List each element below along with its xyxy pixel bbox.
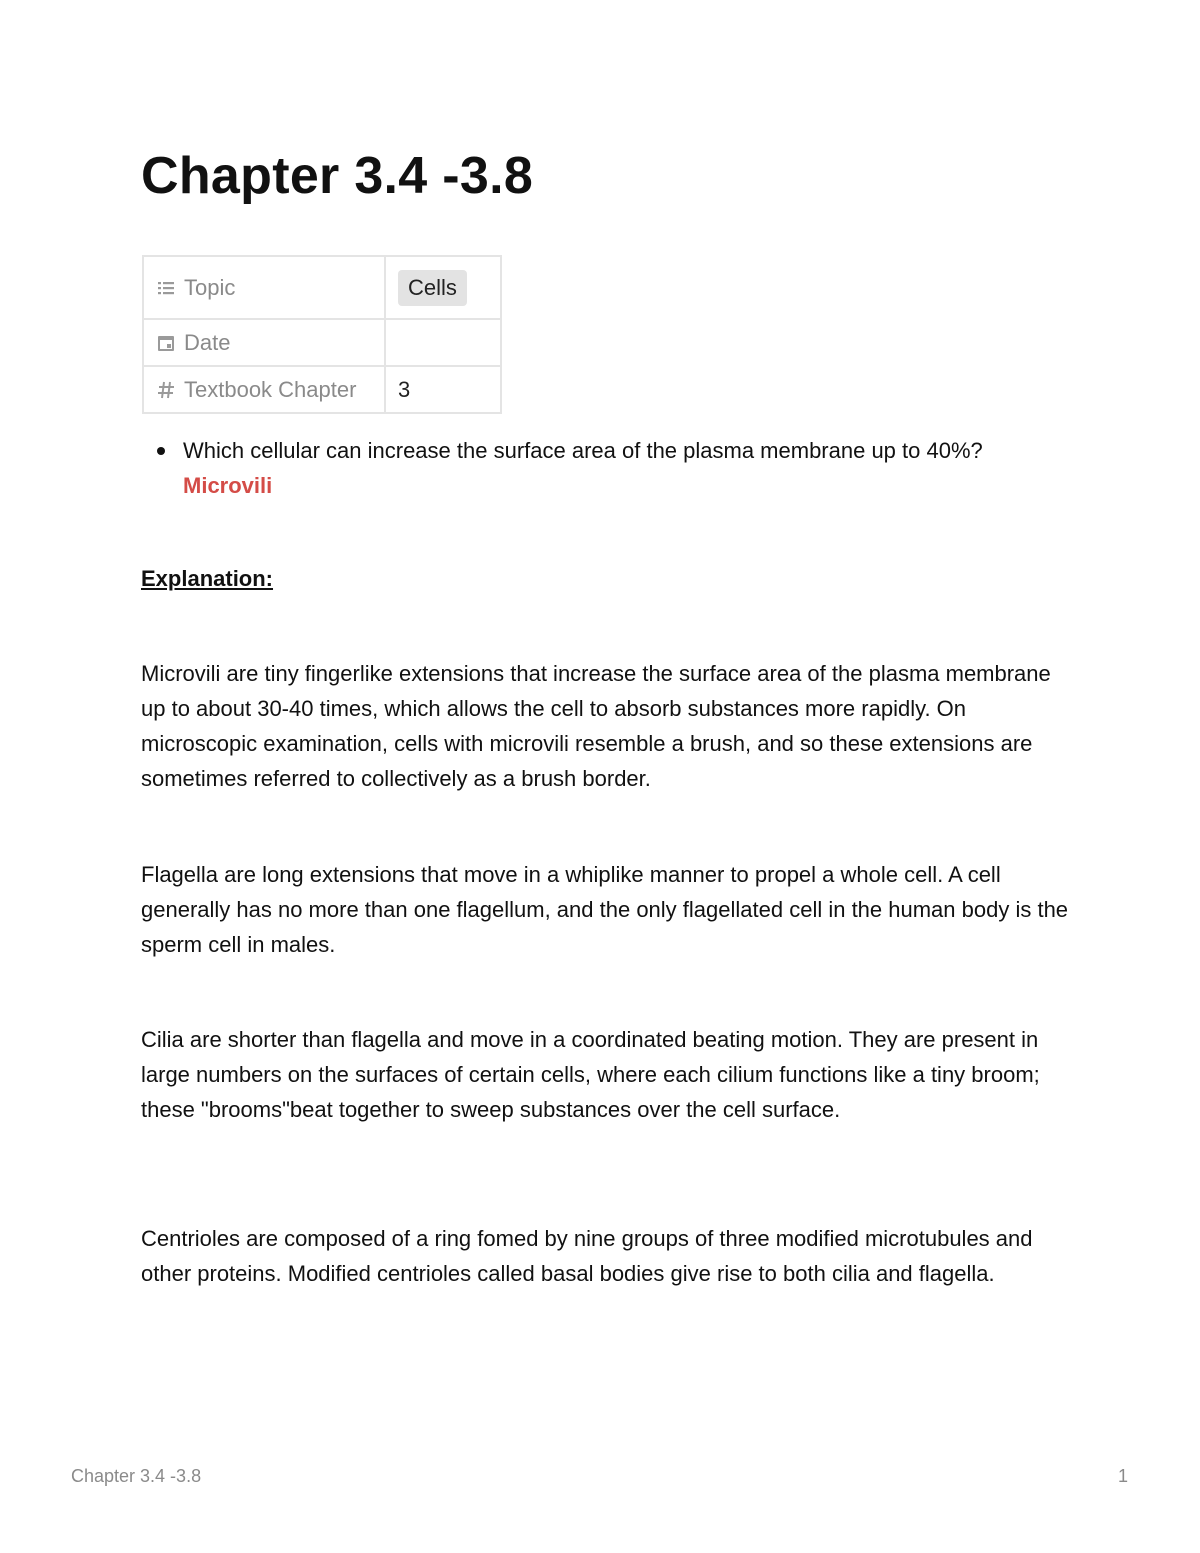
page-number: 1: [1117, 1466, 1128, 1486]
explanation-heading: Explanation:: [141, 566, 274, 591]
question-list: [0, 433, 1083, 503]
property-row-textbook-chapter: [143, 366, 501, 413]
answer-text: Microvili: [183, 473, 273, 498]
footer-title: Chapter 3.4 -3.8: [71, 1466, 202, 1486]
property-label: Date: [184, 329, 231, 355]
property-label: Topic: [184, 274, 236, 300]
paragraph-centrioles: Centrioles are composed of a ring fomed by nine groups of three modified microtubules and other proteins. Modified centrioles called basal bodies give rise to both cilia and flagella.: [141, 1226, 1033, 1286]
hash-icon: [156, 380, 176, 400]
properties-table: [142, 255, 502, 414]
list-icon: [156, 278, 176, 298]
paragraph-flagella: Flagella are long extensions that move in a whiplike manner to propel a whole cell. A cell generally has no more than one flagellum, and the only flagellated cell in the human body is the sperm cell in males.: [141, 862, 1069, 957]
property-value-textbook-chapter[interactable]: 3: [385, 366, 501, 413]
bullet-icon: [157, 447, 165, 455]
property-row-topic: [143, 256, 501, 319]
property-key-topic: [143, 256, 385, 319]
property-label: Textbook Chapter: [184, 376, 357, 402]
property-row-date: [143, 319, 501, 366]
property-key-date: [143, 319, 385, 366]
paragraph-cilia: Cilia are shorter than flagella and move in a coordinated beating motion. They are present in large numbers on the surfaces of certain cells, where each cilium functions like a tiny broom; these "brooms"beat together to sweep substances over the cell surface.: [141, 1027, 1040, 1122]
list-item: [0, 433, 1083, 503]
paragraph-microvili: Microvili are tiny fingerlike extensions that increase the surface area of the plasma membrane up to about 30-40 times, which allows the cell to absorb substances more rapidly. On microscopic examination, cells with microvili resemble a brush, and so these extensions are sometimes referred to collectively as a brush border.: [141, 661, 1051, 791]
page-title: Chapter 3.4 -3.8: [141, 147, 534, 205]
calendar-icon: [156, 333, 176, 353]
property-value-date[interactable]: [385, 319, 501, 366]
property-key-textbook-chapter: [143, 366, 385, 413]
question-text: Which cellular can increase the surface area of the plasma membrane up to 40%?: [183, 438, 983, 463]
property-value-topic[interactable]: [385, 256, 501, 319]
topic-tag[interactable]: Cells: [398, 270, 467, 306]
